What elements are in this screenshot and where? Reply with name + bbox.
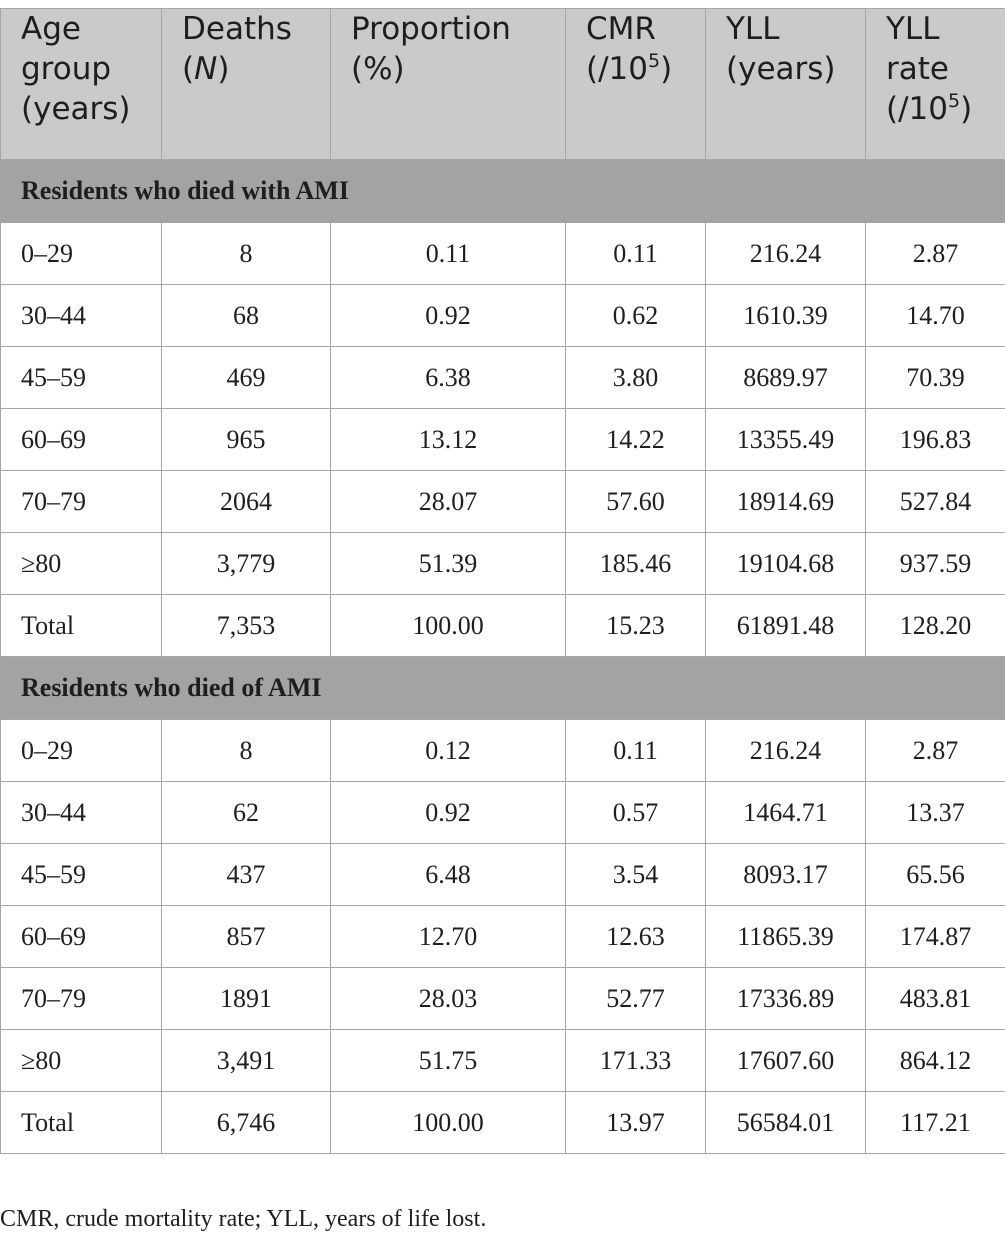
deaths-cell: 6,746 [162, 1092, 331, 1154]
proportion-cell: 13.12 [331, 409, 566, 471]
deaths-cell: 857 [162, 906, 331, 968]
table-row [1, 782, 1005, 844]
yll-cell: 1464.71 [706, 782, 866, 844]
age-cell: ≥80 [1, 533, 162, 595]
age-cell: Total [1, 595, 162, 657]
table-row [1, 223, 1005, 285]
header-proportion: Proportion (%) [331, 9, 566, 160]
deaths-cell: 8 [162, 223, 331, 285]
cmr-cell: 171.33 [566, 1030, 706, 1092]
table-row [1, 471, 1005, 533]
deaths-cell: 8 [162, 720, 331, 782]
cmr-cell: 12.63 [566, 906, 706, 968]
section-header-row [1, 657, 1005, 720]
age-cell: 45–59 [1, 844, 162, 906]
proportion-cell: 0.12 [331, 720, 566, 782]
cmr-cell: 15.23 [566, 595, 706, 657]
yll-cell: 216.24 [706, 720, 866, 782]
table-row [1, 347, 1005, 409]
proportion-cell: 51.39 [331, 533, 566, 595]
age-cell: 45–59 [1, 347, 162, 409]
header-age-group: Age group (years) [1, 9, 162, 160]
header-yll: YLL (years) [706, 9, 866, 160]
table-row [1, 533, 1005, 595]
yll-rate-cell: 117.21 [866, 1092, 1005, 1154]
deaths-cell: 3,779 [162, 533, 331, 595]
cmr-cell: 13.97 [566, 1092, 706, 1154]
yll-rate-cell: 527.84 [866, 471, 1005, 533]
mortality-table [0, 8, 1005, 1154]
yll-cell: 13355.49 [706, 409, 866, 471]
age-cell: 70–79 [1, 968, 162, 1030]
age-cell: 0–29 [1, 223, 162, 285]
yll-cell: 19104.68 [706, 533, 866, 595]
cmr-cell: 0.57 [566, 782, 706, 844]
yll-rate-cell: 2.87 [866, 720, 1005, 782]
proportion-cell: 100.00 [331, 1092, 566, 1154]
cmr-cell: 0.11 [566, 223, 706, 285]
section-header-row [1, 160, 1005, 223]
table-footnote: CMR, crude mortality rate; YLL, years of life lost. [0, 1206, 487, 1232]
proportion-cell: 6.48 [331, 844, 566, 906]
deaths-cell: 62 [162, 782, 331, 844]
deaths-cell: 7,353 [162, 595, 331, 657]
yll-rate-cell: 65.56 [866, 844, 1005, 906]
yll-cell: 11865.39 [706, 906, 866, 968]
cmr-cell: 3.80 [566, 347, 706, 409]
cmr-cell: 3.54 [566, 844, 706, 906]
deaths-cell: 437 [162, 844, 331, 906]
cmr-cell: 0.11 [566, 720, 706, 782]
cmr-cell: 52.77 [566, 968, 706, 1030]
yll-cell: 56584.01 [706, 1092, 866, 1154]
table-row [1, 844, 1005, 906]
yll-rate-cell: 864.12 [866, 1030, 1005, 1092]
age-cell: 0–29 [1, 720, 162, 782]
proportion-cell: 6.38 [331, 347, 566, 409]
age-cell: 30–44 [1, 782, 162, 844]
proportion-cell: 0.92 [331, 285, 566, 347]
deaths-cell: 469 [162, 347, 331, 409]
cmr-cell: 57.60 [566, 471, 706, 533]
yll-cell: 1610.39 [706, 285, 866, 347]
proportion-cell: 28.03 [331, 968, 566, 1030]
cmr-cell: 14.22 [566, 409, 706, 471]
yll-rate-cell: 196.83 [866, 409, 1005, 471]
age-cell: 60–69 [1, 906, 162, 968]
yll-rate-cell: 174.87 [866, 906, 1005, 968]
yll-cell: 17607.60 [706, 1030, 866, 1092]
proportion-cell: 0.11 [331, 223, 566, 285]
age-cell: Total [1, 1092, 162, 1154]
cmr-cell: 185.46 [566, 533, 706, 595]
yll-rate-cell: 14.70 [866, 285, 1005, 347]
deaths-cell: 68 [162, 285, 331, 347]
section-title: Residents who died with AMI [1, 160, 1005, 223]
age-cell: ≥80 [1, 1030, 162, 1092]
deaths-cell: 1891 [162, 968, 331, 1030]
yll-rate-cell: 937.59 [866, 533, 1005, 595]
proportion-cell: 100.00 [331, 595, 566, 657]
table-row [1, 968, 1005, 1030]
proportion-cell: 12.70 [331, 906, 566, 968]
table-row [1, 720, 1005, 782]
age-cell: 30–44 [1, 285, 162, 347]
yll-rate-cell: 2.87 [866, 223, 1005, 285]
yll-cell: 61891.48 [706, 595, 866, 657]
yll-rate-cell: 13.37 [866, 782, 1005, 844]
yll-rate-cell: 128.20 [866, 595, 1005, 657]
table-row [1, 1030, 1005, 1092]
deaths-cell: 965 [162, 409, 331, 471]
table-row [1, 285, 1005, 347]
deaths-cell: 3,491 [162, 1030, 331, 1092]
yll-cell: 17336.89 [706, 968, 866, 1030]
cmr-cell: 0.62 [566, 285, 706, 347]
table-row [1, 1092, 1005, 1154]
age-cell: 60–69 [1, 409, 162, 471]
header-deaths: Deaths (N) [162, 9, 331, 160]
yll-rate-cell: 483.81 [866, 968, 1005, 1030]
table-row [1, 409, 1005, 471]
table-row [1, 595, 1005, 657]
header-cmr: CMR $(/10^5)$ [566, 9, 706, 160]
age-cell: 70–79 [1, 471, 162, 533]
table-row [1, 906, 1005, 968]
table-body [1, 160, 1005, 1154]
yll-cell: 8689.97 [706, 347, 866, 409]
table-header [1, 9, 1005, 160]
yll-rate-cell: 70.39 [866, 347, 1005, 409]
proportion-cell: 0.92 [331, 782, 566, 844]
yll-cell: 216.24 [706, 223, 866, 285]
proportion-cell: 51.75 [331, 1030, 566, 1092]
yll-cell: 8093.17 [706, 844, 866, 906]
section-title: Residents who died of AMI [1, 657, 1005, 720]
proportion-cell: 28.07 [331, 471, 566, 533]
header-yll-rate: YLL rate $(/10^5)$ [866, 9, 1005, 160]
yll-cell: 18914.69 [706, 471, 866, 533]
deaths-cell: 2064 [162, 471, 331, 533]
